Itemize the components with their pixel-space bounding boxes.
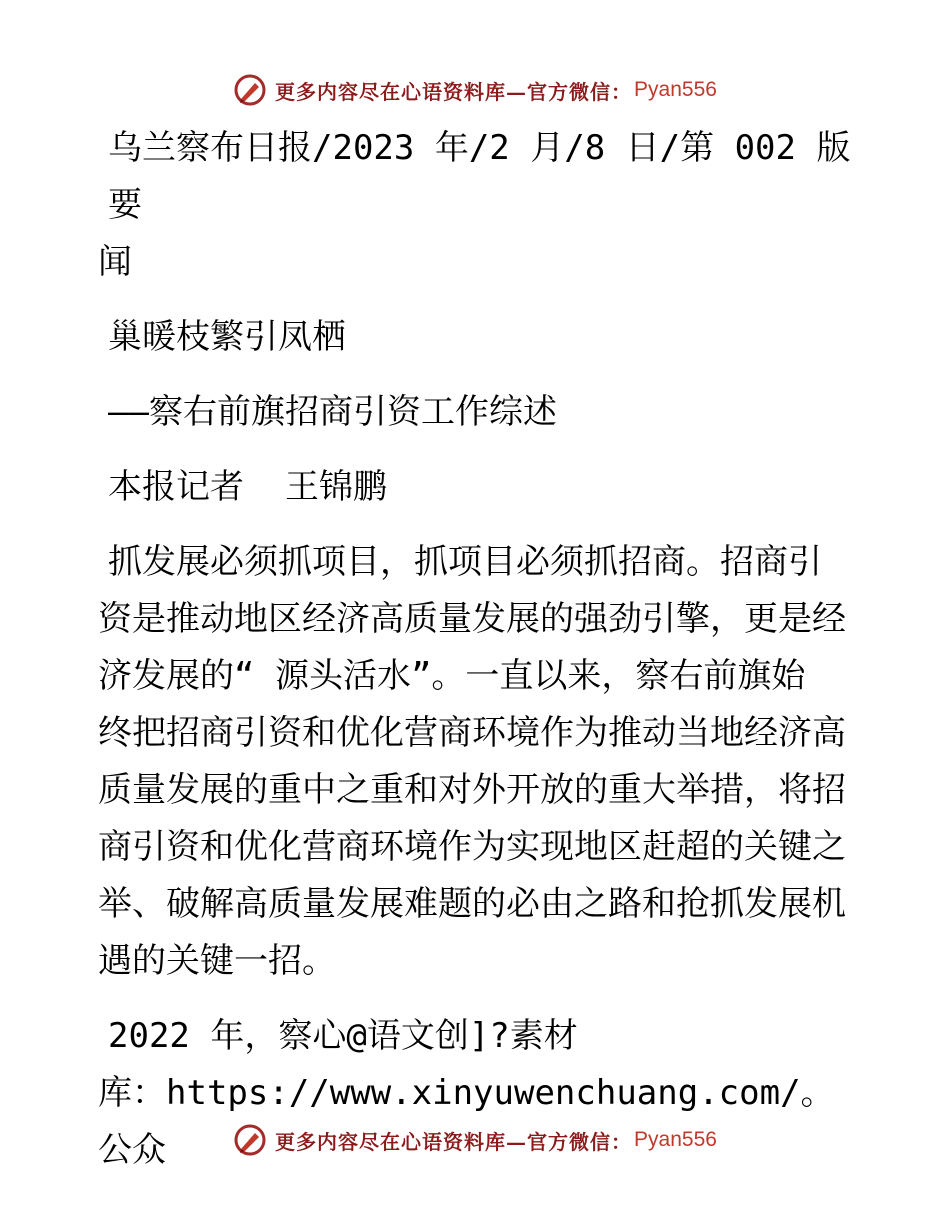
watermark-text: 更多内容尽在心语资料库—官方微信：: [275, 1129, 633, 1154]
article-body: [98, 120, 858, 1179]
body-line: 抓发展必须抓项目，抓项目必须抓招商。招商引: [108, 542, 822, 582]
watermark-text: 更多内容尽在心语资料库—官方微信：: [275, 79, 633, 104]
pen-logo-icon: [233, 1123, 267, 1157]
body-line: 资是推动地区经济高质量发展的强劲引擎，更是经: [98, 599, 846, 639]
pen-logo-icon: [233, 73, 267, 107]
header-watermark: [0, 70, 950, 110]
dateline-continued: 闻: [98, 242, 132, 282]
tail-line: 2022 年，察心@语文创]?素材: [108, 1016, 578, 1056]
byline: 本报记者 王锦鹏: [108, 467, 387, 507]
body-line: 遇的关键一招。: [98, 941, 336, 981]
wechat-handle: Pyan556: [634, 78, 717, 101]
tail-line-url: 库：https://www.xinyuwenchuang.com/。公众: [98, 1073, 835, 1170]
body-line: 质量发展的重中之重和对外开放的重大举措，将招: [98, 770, 846, 810]
body-line: 商引资和优化营商环境作为实现地区赶超的关键之: [98, 827, 846, 867]
wechat-handle: Pyan556: [634, 1128, 717, 1151]
body-paragraph: [98, 534, 858, 990]
dateline: 乌兰察布日报/2023 年/2 月/8 日/第 002 版要: [108, 128, 851, 225]
footer-watermark: [0, 1120, 950, 1160]
body-line: 举、破解高质量发展难题的必由之路和抢抓发展机: [98, 884, 846, 924]
article-subtitle: ——察右前旗招商引资工作综述: [108, 392, 557, 432]
article-title: 巢暖枝繁引凤栖: [108, 317, 346, 357]
body-line: 终把招商引资和优化营商环境作为推动当地经济高: [98, 713, 846, 753]
body-line: 济发展的“ 源头活水”。一直以来，察右前旗始: [98, 656, 806, 696]
